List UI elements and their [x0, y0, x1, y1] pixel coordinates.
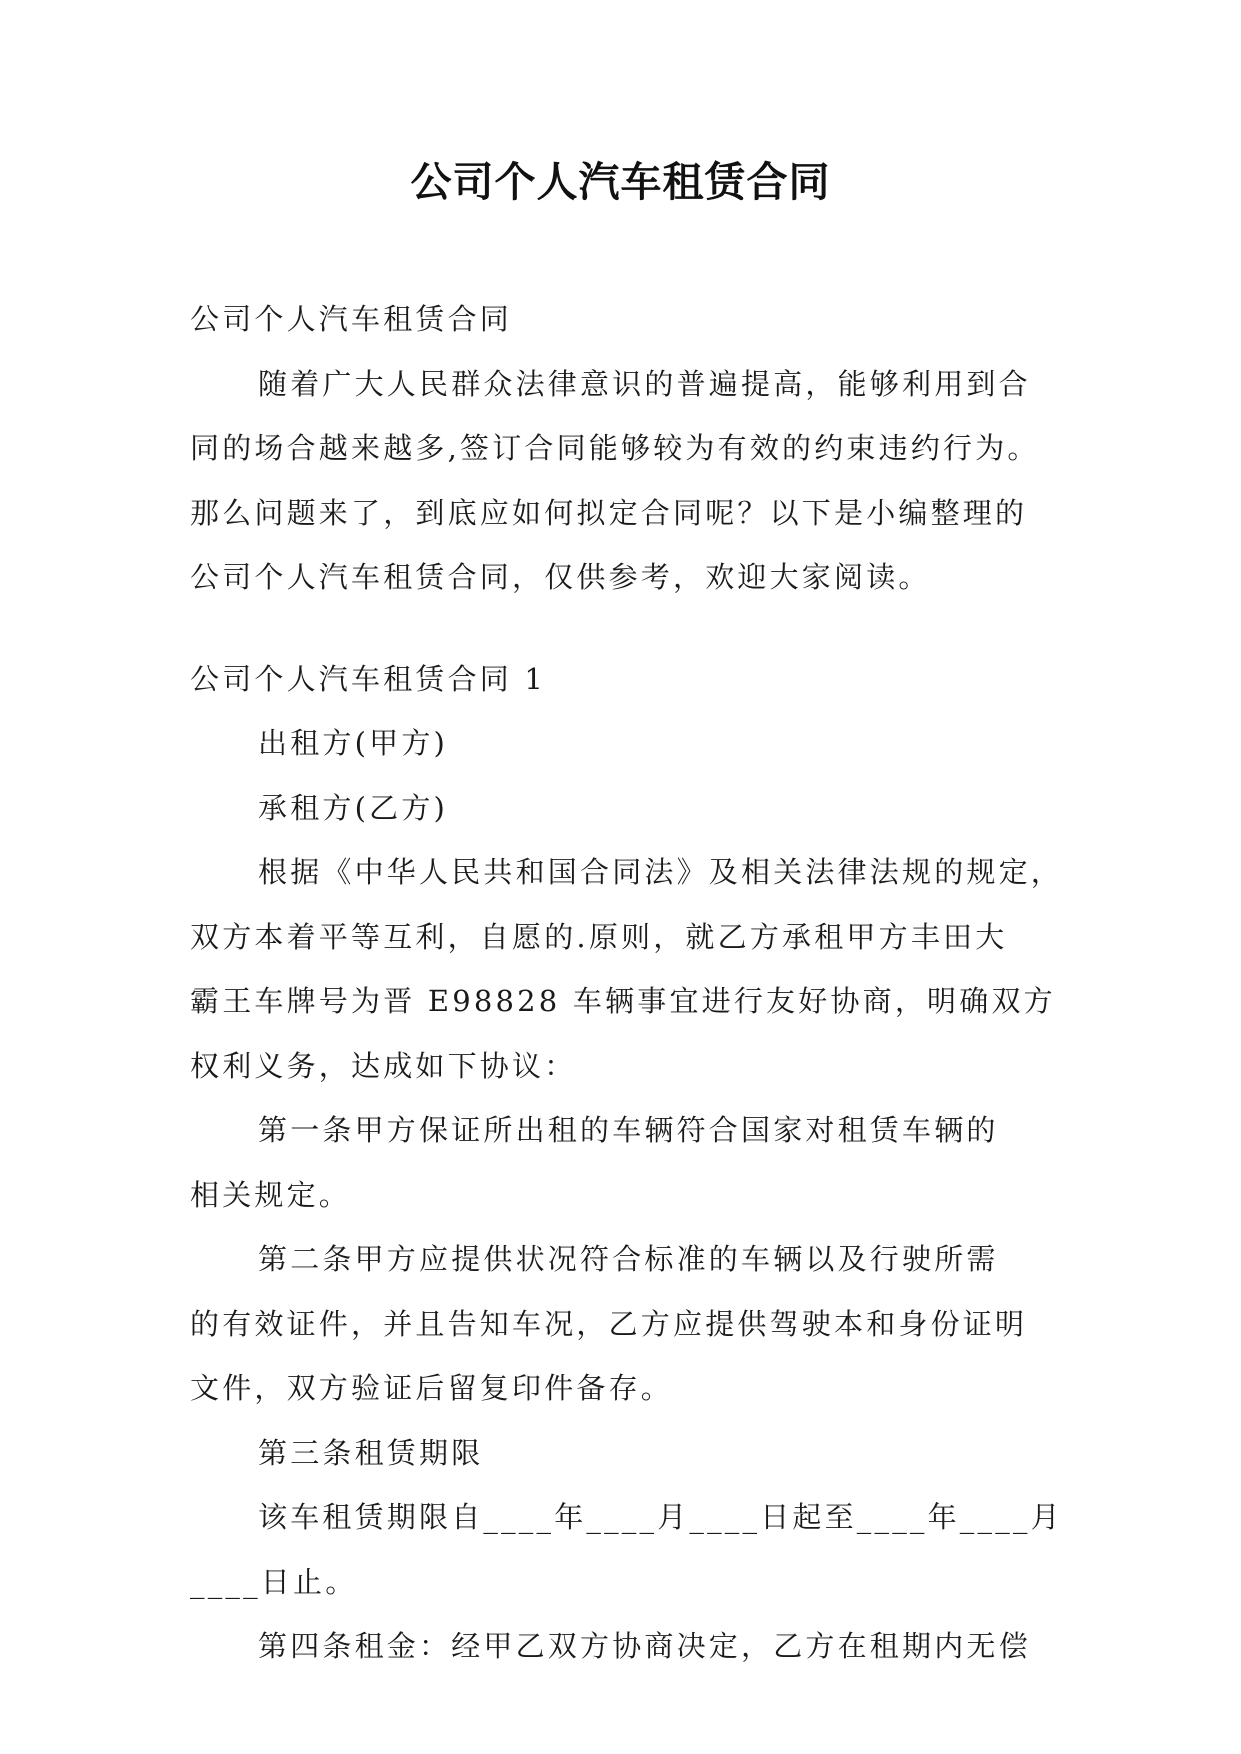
intro-line: 公司个人汽车租赁合同，仅供参考，欢迎大家阅读。	[190, 560, 931, 594]
article-3-line: 该车租赁期限自____年____月____日起至____年____月	[258, 1500, 1063, 1534]
intro-line: 随着广大人民群众法律意识的普遍提高，能够利用到合	[258, 366, 1031, 401]
section-gap	[190, 610, 1050, 647]
document-title: 公司个人汽车租赁合同	[410, 158, 831, 206]
article-3-line: ____日止。	[190, 1564, 358, 1599]
intro-line: 那么问题来了，到底应如何拟定合同呢？以下是小编整理的	[190, 495, 1028, 530]
article-4-line: 第四条租金：经甲乙双方协商决定，乙方在租期内无偿	[258, 1629, 1031, 1663]
contract-heading: 公司个人汽车租赁合同 1	[190, 661, 547, 696]
preamble-line: 权利义务，达成如下协议：	[190, 1048, 577, 1083]
intro-heading: 公司个人汽车租赁合同	[190, 302, 513, 336]
article-3-heading: 第三条租赁期限	[258, 1435, 484, 1470]
article-1-line: 第一条甲方保证所出租的车辆符合国家对租赁车辆的	[258, 1113, 999, 1147]
preamble-line: 根据《中华人民共和国合同法》及相关法律法规的规定，	[258, 855, 1064, 889]
intro-line: 同的场合越来越多,签订合同能够较为有效的约束违约行为。	[190, 431, 1040, 465]
article-2-line: 文件，双方验证后留复印件备存。	[190, 1371, 674, 1405]
preamble-line: 霸王车牌号为晋 E98828 车辆事宜进行友好协商，明确双方	[190, 984, 1056, 1018]
lessee-label: 承租方(乙方)	[258, 790, 449, 825]
document-body	[190, 287, 1064, 1679]
article-2-line: 第二条甲方应提供状况符合标准的车辆以及行驶所需	[258, 1242, 999, 1276]
article-2-line: 的有效证件，并且告知车况，乙方应提供驾驶本和身份证明	[190, 1306, 1028, 1341]
preamble-line: 双方本着平等互利，自愿的.原则，就乙方承租甲方丰田大	[190, 919, 1008, 954]
lessor-label: 出租方(甲方)	[258, 726, 449, 760]
article-1-line: 相关规定。	[190, 1177, 352, 1212]
